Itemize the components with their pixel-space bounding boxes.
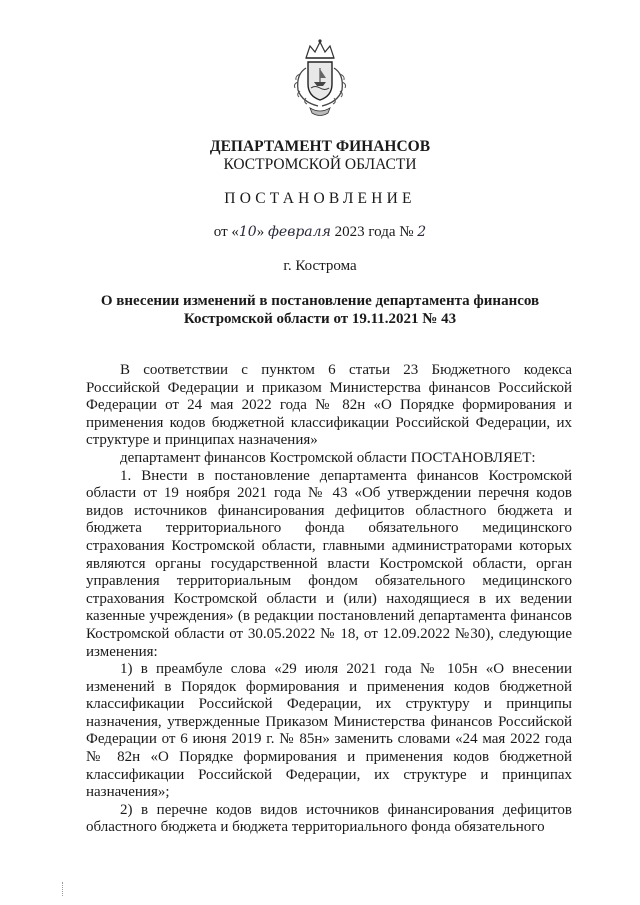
- document-number-handwritten: 2: [417, 224, 427, 240]
- department-name: [0, 138, 640, 174]
- scan-artifact: [62, 882, 65, 896]
- date-month-handwritten: февраля: [267, 224, 331, 240]
- subject-line-2: Костромской области от 19.11.2021 № 43: [183, 311, 457, 327]
- date-day-handwritten: 10: [238, 224, 257, 240]
- document-city: г. Кострома: [283, 258, 357, 274]
- department-line-1: ДЕПАРТАМЕНТ ФИНАНСОВ: [209, 138, 431, 155]
- department-line-2: КОСТРОМСКОЙ ОБЛАСТИ: [223, 156, 417, 173]
- coat-of-arms-icon: [284, 38, 356, 118]
- date-mid: »: [256, 224, 265, 240]
- body-paragraph-resolves: департамент финансов Костромской области ПОСТАНОВЛЯЕТ:: [120, 449, 536, 466]
- body-paragraph-item-1: 1. Внести в постановление департамента финансов Костромской области от 19 ноября 2021 года № 43 «Об утверждении перечня кодов видов источников финансирования дефицитов областного бюджета и бюджета территориального фонда обязательного медицинского страхования Костромской области, главными администраторами которых являются органы государственной власти Костромской области, орган управления территориальным фондом обязательного медицинского страхования Костромской области и (или) находящиеся в их ведении казенные учреждения» (в редакции постановлений департамента финансов Костромской области от 30.05.2022 № 18, от 12.09.2022 №30), следующие изменения:: [86, 467, 572, 660]
- document-body: [86, 362, 572, 837]
- subject-line-1: О внесении изменений в постановление департамента финансов: [100, 293, 540, 309]
- document-subject: [0, 292, 640, 328]
- date-prefix: от «: [213, 224, 239, 240]
- document-date-line: [0, 224, 640, 241]
- body-paragraph-preamble: В соответствии с пунктом 6 статьи 23 Бюджетного кодекса Российской Федерации и приказом Министерства финансов Российской Федерации от 24 мая 2022 года № 82н «О Порядке формирования и применения кодов бюджетной классификации Российской Федерации, их структуре и принципах назначения»: [86, 362, 572, 449]
- body-paragraph-subitem-2: 2) в перечне кодов видов источников финансирования дефицитов областного бюджета и бюджета территориального фонда обязательного: [86, 801, 572, 836]
- document-type: ПОСТАНОВЛЕНИЕ: [224, 190, 416, 207]
- body-paragraph-subitem-1: 1) в преамбуле слова «29 июля 2021 года № 105н «О внесении изменений в Порядок формирования и применения кодов бюджетной классификации Российской Федерации, их структуру и принципы назначения, утвержденные Приказом Министерства финансов Российской Федерации от 6 июня 2019 г. № 85н» заменить словами «24 мая 2022 года № 82н «О Порядке формирования и применения кодов бюджетной классификации Российской Федерации, их структуре и принципах назначения»;: [86, 661, 572, 801]
- date-year: 2023 года №: [330, 224, 418, 240]
